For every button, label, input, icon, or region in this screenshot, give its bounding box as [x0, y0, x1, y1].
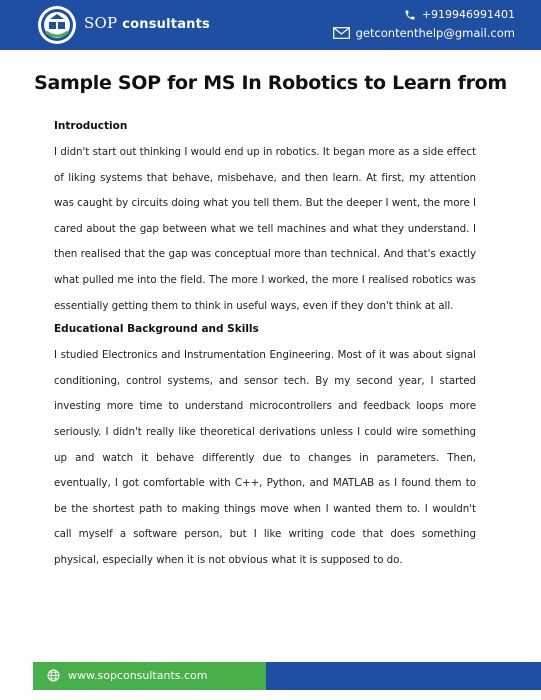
brand-part-1: SOP — [84, 14, 123, 32]
logo-emblem-icon — [36, 2, 78, 48]
section-body-education: I studied Electronics and Instrumentation Engineering. Most of it was about signal conditioning, control systems, and sensor tech. By my second year, I started investing more time to understand microcontrollers and feedback loops more seriously. I didn't really like theoretical derivations unless I could wire something up and watch it behave differently due to changes in parameters. Then, eventually, I got comfortable with C++, Python, and MATLAB as I found them to be the shortest path to making things move when I wanted them to. I wouldn't call myself a software person, but I like writing code that does something physical, especially when it is not obvious what it is supposed to do. — [54, 349, 476, 566]
section-heading-introduction: Introduction — [54, 120, 128, 132]
email-address: getcontenthelp@gmail.com — [355, 26, 515, 40]
footer-blue-band — [266, 662, 541, 690]
phone-icon — [404, 9, 416, 21]
website-url: www.sopconsultants.com — [68, 669, 208, 682]
website-link[interactable] — [47, 669, 208, 682]
section-body-introduction: I didn't start out thinking I would end up in robotics. It began more as a side effect of liking systems that behave, misbehave, and then learn. At first, my attention was caught by circuits doing what you tell them. But the deeper I went, the more I cared about the gap between what we tell machines and what they understand. I then realised that the gap was conceptual more than technical. And that's exactly what pulled me into the field. The more I worked, the more I realised robotics was essentially getting them to think in useful ways, even if they don't think at all. — [54, 146, 476, 312]
phone-number: +919946991401 — [421, 8, 515, 21]
document-body — [54, 118, 476, 574]
brand-part-2: consultants — [122, 17, 210, 32]
header-bar — [0, 0, 541, 50]
brand-name — [84, 14, 210, 32]
email-contact[interactable] — [333, 26, 515, 40]
document-title: Sample SOP for MS In Robotics to Learn from — [34, 72, 507, 94]
mail-icon — [333, 27, 350, 39]
footer-bar — [0, 662, 541, 690]
section-heading-education: Educational Background and Skills — [54, 323, 259, 336]
phone-contact[interactable] — [404, 8, 515, 21]
globe-icon — [47, 669, 60, 682]
